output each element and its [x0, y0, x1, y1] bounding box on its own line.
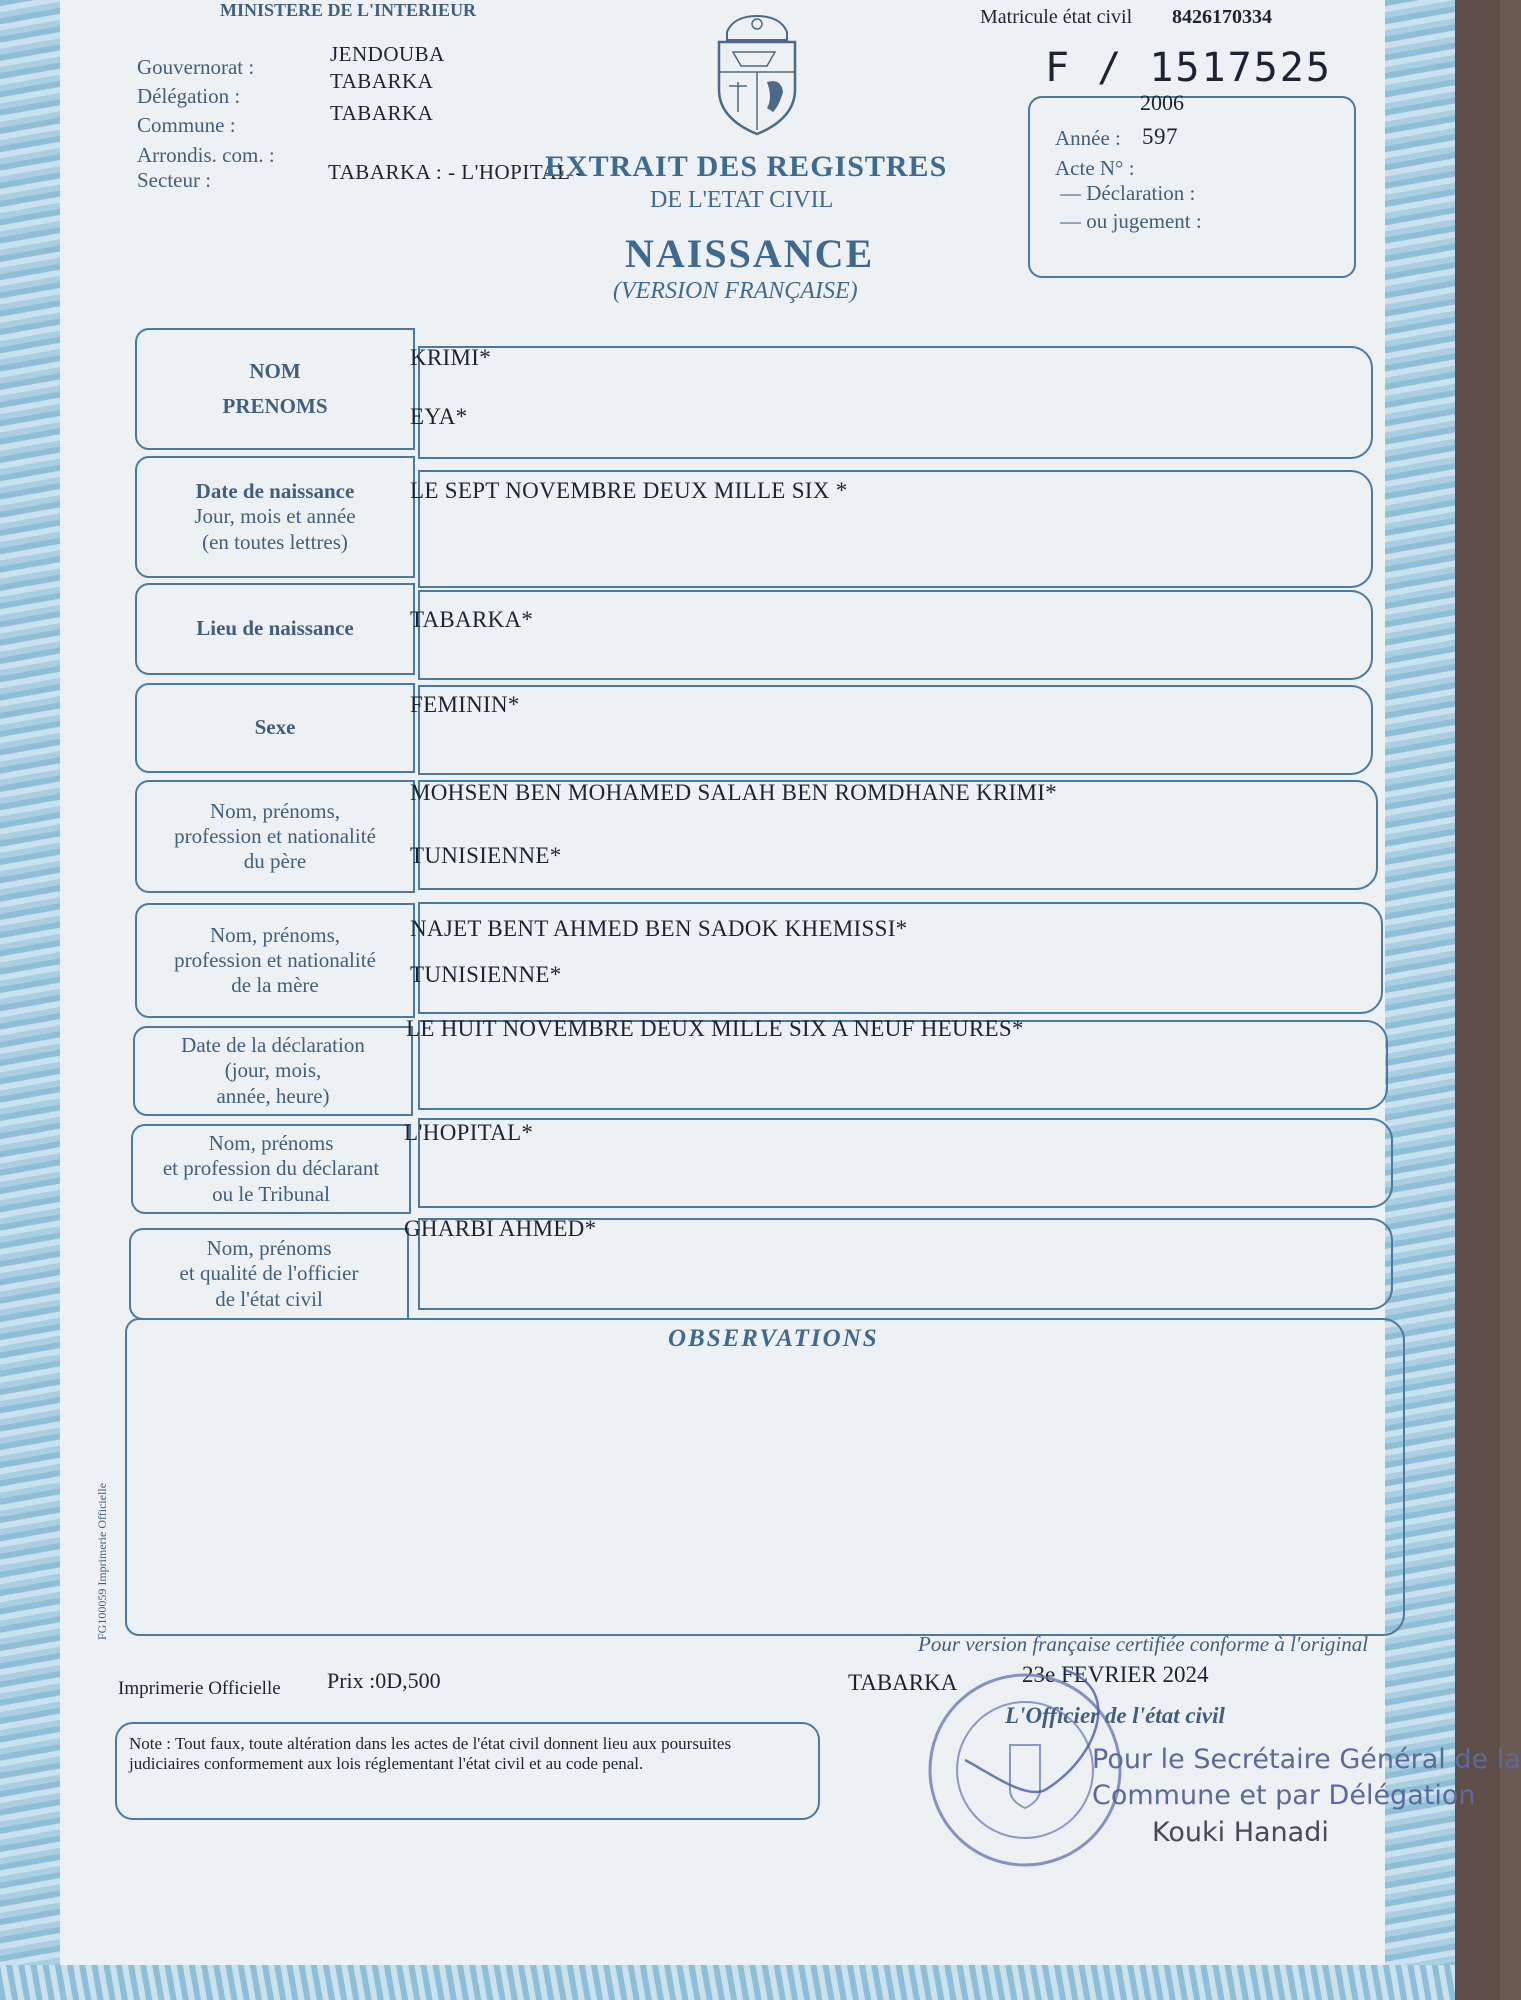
matricule-value: 8426170334: [1172, 6, 1272, 28]
date-of-issue: 23e FEVRIER 2024: [1022, 1662, 1209, 1687]
mere-nationality-value: TUNISIENNE*: [410, 962, 562, 987]
lieu-label: Lieu de naissance: [196, 616, 354, 641]
secteur-label: Secteur :: [137, 168, 212, 192]
declarant-value: L'HOPITAL*: [404, 1120, 534, 1145]
mere-label-2: profession et nationalité: [174, 947, 376, 972]
observations-title: OBSERVATIONS: [668, 1325, 879, 1352]
sexe-label-box: [135, 683, 415, 773]
signer-line-1: Pour le Secrétaire Général de la: [1092, 1744, 1521, 1775]
annee-value: 597: [1142, 124, 1178, 149]
acte-year: 2006: [1140, 90, 1184, 115]
title-naissance: NAISSANCE: [625, 231, 875, 276]
declaration-label-box: [133, 1026, 413, 1116]
decorative-border-bottom: [0, 1965, 1455, 2000]
nom-prenoms-label-box: [135, 328, 415, 450]
prenoms-value: EYA*: [410, 404, 468, 429]
mere-label-3: de la mère: [231, 973, 319, 998]
lieu-label-box: [135, 583, 415, 675]
officier-value: GHARBI AHMED*: [404, 1216, 597, 1241]
declarant-label-box: [131, 1124, 411, 1214]
officier-label-2: et qualité de l'officier: [179, 1261, 359, 1286]
title-extrait: EXTRAIT DES REGISTRES: [545, 150, 948, 183]
commune-label: Commune :: [137, 113, 236, 137]
date-naissance-sublabel-2: (en toutes lettres): [202, 529, 348, 554]
lieu-value: TABARKA*: [410, 607, 534, 632]
mere-label-box: [135, 903, 415, 1018]
nom-label: NOM: [249, 358, 301, 383]
ministry-title: MINISTERE DE L'INTERIEUR: [220, 0, 477, 20]
declarant-label-1: Nom, prénoms: [208, 1131, 334, 1156]
delegation-label: Délégation :: [137, 84, 241, 108]
gouvernorat-value: JENDOUBA: [330, 42, 445, 66]
pere-label-box: [135, 780, 415, 893]
certification-text: Pour version française certifiée conforme à l'original: [918, 1632, 1369, 1656]
pere-label-2: profession et nationalité: [174, 823, 376, 848]
declarant-value-box: [418, 1118, 1393, 1208]
legal-note: [115, 1722, 820, 1820]
declarant-label-3: ou le Tribunal: [212, 1181, 330, 1206]
serial-number: F / 1517525: [1045, 45, 1332, 91]
annee-label: Année :: [1055, 126, 1121, 150]
officier-label-1: Nom, prénoms: [206, 1236, 332, 1261]
nom-value: KRIMI*: [410, 345, 492, 370]
nom-prenoms-value-box: [418, 346, 1373, 459]
declaration-acte-label: — Déclaration :: [1060, 181, 1196, 205]
pere-label-1: Nom, prénoms,: [209, 798, 341, 823]
mere-label-1: Nom, prénoms,: [209, 922, 341, 947]
date-naissance-label: Date de naissance: [195, 479, 355, 504]
sexe-label: Sexe: [254, 715, 296, 740]
prix-label: Prix :0D,500: [327, 1668, 441, 1693]
signer-name: Kouki Hanadi: [1152, 1816, 1329, 1848]
title-version: (VERSION FRANÇAISE): [613, 278, 858, 304]
prenoms-label: PRENOMS: [222, 394, 328, 418]
sexe-value-box: [418, 685, 1373, 775]
officier-label-box: [129, 1228, 409, 1320]
officier-title: L'Officier de l'état civil: [1005, 1703, 1225, 1728]
lieu-value-box: [418, 590, 1373, 680]
declaration-label-2: (jour, mois,: [224, 1058, 322, 1083]
officier-label-3: de l'état civil: [215, 1286, 323, 1311]
imprimerie-label: Imprimerie Officielle: [118, 1678, 281, 1699]
tunisian-coat-of-arms-icon: [705, 12, 810, 137]
arrondissement-label: Arrondis. com. :: [137, 143, 275, 167]
mere-name-value: NAJET BENT AHMED BEN SADOK KHEMISSI*: [410, 916, 908, 941]
gouvernorat-label: Gouvernorat :: [137, 55, 255, 79]
side-print-code: FG100059 Imprimerie Officielle: [95, 1482, 109, 1640]
declaration-value: LE HUIT NOVEMBRE DEUX MILLE SIX A NEUF HEURES*: [406, 1016, 1024, 1041]
signer-line-2: Commune et par Délégation: [1092, 1780, 1476, 1812]
declaration-label-3: année, heure): [216, 1083, 330, 1108]
matricule-label: Matricule état civil: [980, 6, 1133, 28]
legal-note-text: Note : Tout faux, toute altération dans les actes de l'état civil donnent lieu aux poursuites judiciaires conformement aux lois réglementant l'état civil et au code penal.: [129, 1734, 732, 1774]
declarant-label-2: et profession du déclarant: [162, 1156, 380, 1181]
date-naissance-label-box: [135, 456, 415, 578]
date-naissance-sublabel-1: Jour, mois et année: [194, 504, 356, 529]
observations-box: [125, 1318, 1405, 1636]
commune-value: TABARKA: [330, 101, 434, 125]
delegation-value: TABARKA: [330, 69, 434, 93]
signature-block: [1092, 1742, 1521, 1851]
acte-number-label: Acte N° :: [1055, 156, 1135, 180]
decorative-border-left: [0, 0, 60, 2000]
sexe-value: FEMININ*: [410, 692, 520, 717]
pere-name-value: MOHSEN BEN MOHAMED SALAH BEN ROMDHANE KRIMI*: [410, 780, 1057, 805]
place-of-issue: TABARKA: [848, 1670, 958, 1695]
pere-label-3: du père: [243, 849, 307, 874]
date-naissance-value: LE SEPT NOVEMBRE DEUX MILLE SIX *: [410, 478, 848, 503]
secteur-value: TABARKA : - L'HOPITAL -: [328, 160, 583, 184]
declaration-label-1: Date de la déclaration: [181, 1033, 365, 1058]
pere-nationality-value: TUNISIENNE*: [410, 843, 562, 868]
decorative-border-right: [1385, 0, 1455, 2000]
title-etat-civil: DE L'ETAT CIVIL: [650, 187, 834, 213]
jugement-label: — ou jugement :: [1060, 209, 1202, 233]
